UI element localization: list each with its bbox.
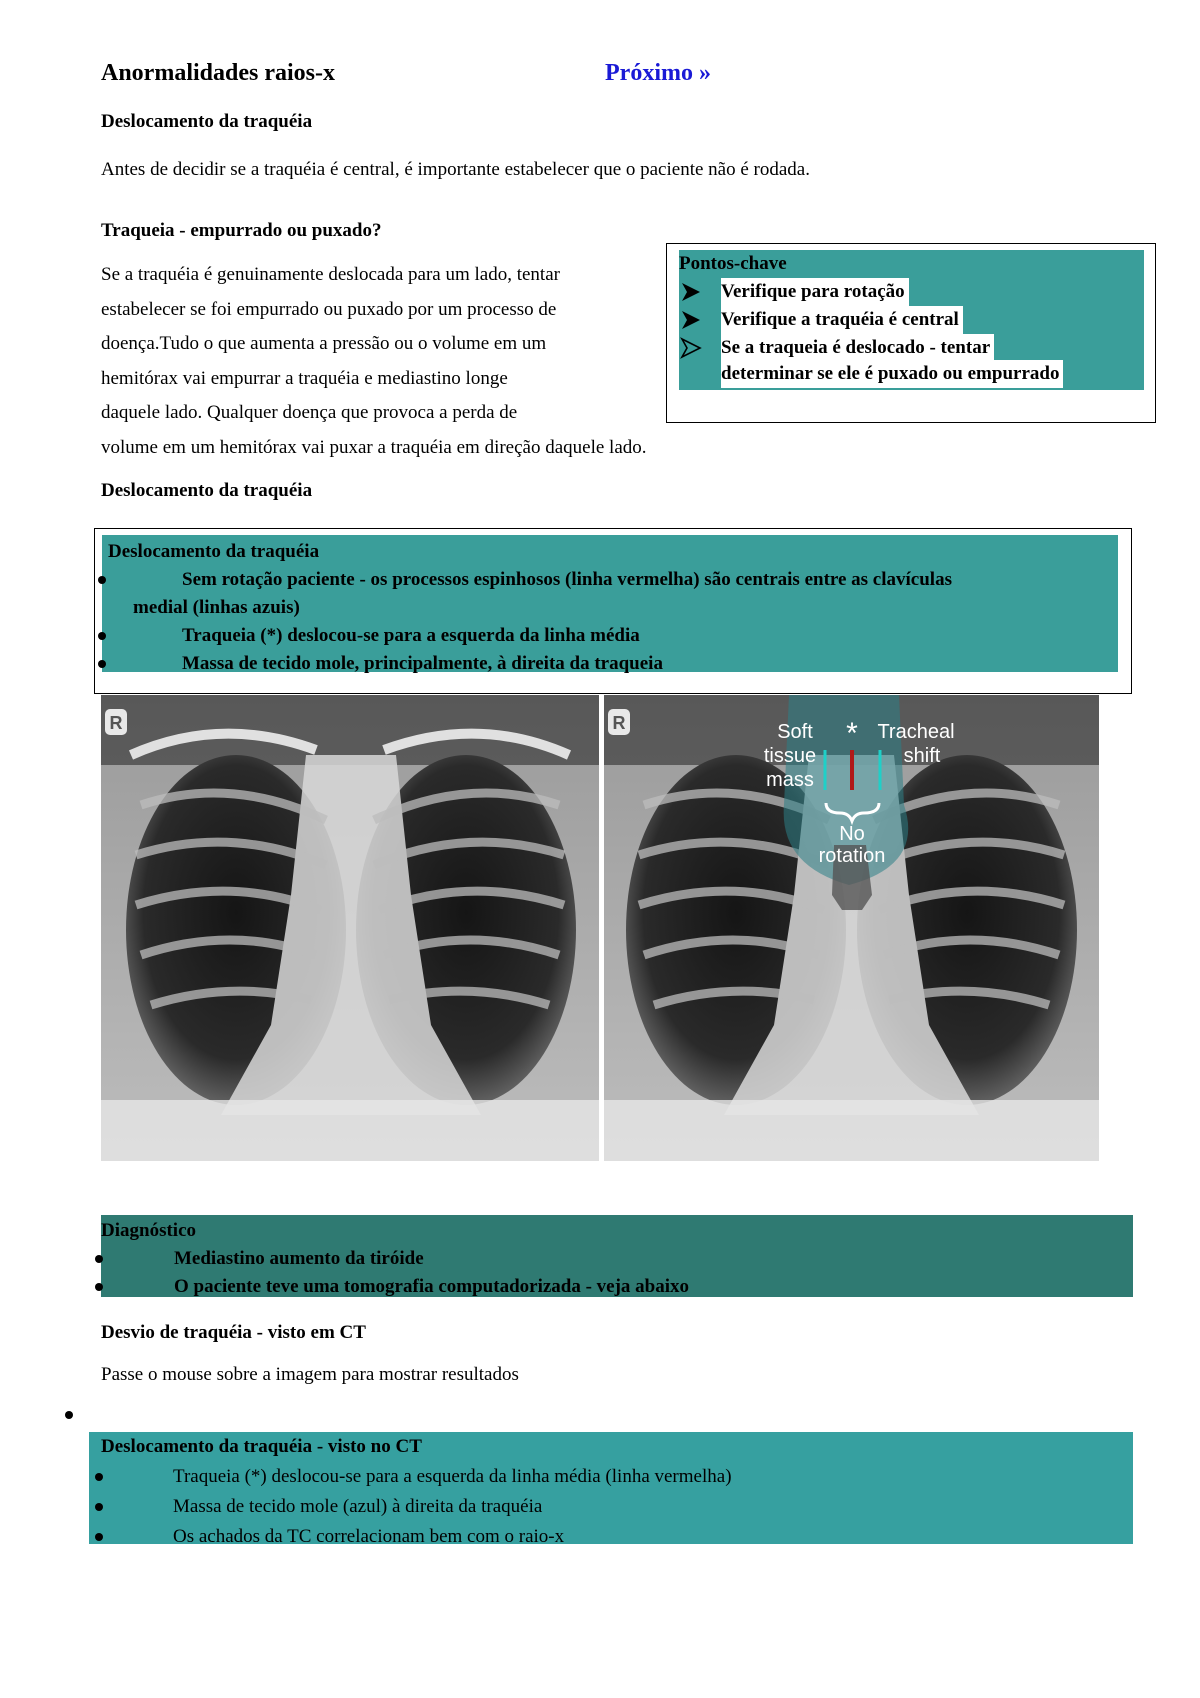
chest-xray-image [101,695,599,1161]
paragraph-line: doença.Tudo o que aumenta a pressão ou o volume em um [101,333,547,354]
xray-marker-label: R [109,713,123,733]
bullet-icon [98,660,106,668]
displacement-item: Massa de tecido mole, principalmente, à direita da traqueia [182,653,663,674]
bullet-icon [95,1255,103,1263]
next-link[interactable]: Próximo » [605,60,711,86]
diagnosis-list [101,1217,689,1301]
key-points-title: Pontos-chave [679,250,791,278]
key-point-item: Verifique para rotação [721,278,909,306]
paragraph-line: hemitórax vai empurrar a traquéia e mediastino longe [101,367,508,389]
asterisk-label: * [846,717,858,750]
section-heading-tracheal-displacement-2: Deslocamento da traquéia [101,480,313,501]
arrow-bullet-icon [679,280,703,304]
ct-title: Deslocamento da traquéia - visto no CT [101,1436,422,1457]
shift-label: shift [903,745,941,767]
ct-item: Os achados da TC correlacionam bem com o raio-x [173,1526,565,1547]
chest-xray-annotated-image [604,695,1099,1161]
displacement-item: Traqueia (*) deslocou-se para a esquerda da linha média [182,625,640,646]
arrow-bullet-outline-icon [679,336,703,360]
ct-item: Traqueia (*) deslocou-se para a esquerda da linha média (linha vermelha) [173,1466,732,1487]
ct-heading: Desvio de traquéia - visto em CT [101,1322,366,1343]
no-label: No [839,823,865,845]
bullet-icon [98,576,106,584]
xray-marker-label: R [612,713,626,733]
paragraph-line: estabelecer se foi empurrado ou puxado por um processo de [101,298,557,320]
key-point-item: Se a traqueia é deslocado - tentar [721,334,994,362]
paragraph-line: daquele lado. Qualquer doença que provoca a perda de [101,402,518,423]
page-title: Anormalidades raios-x [101,60,335,86]
key-point-item-continued: determinar se ele é puxado ou empurrado [721,360,1063,388]
displacement-title: Deslocamento da traquéia [108,541,320,562]
bullet-icon [95,1503,103,1511]
empty-bullet-icon [65,1411,73,1419]
bullet-icon [95,1533,103,1541]
paragraph-line: Se a traquéia é genuinamente deslocada para um lado, tentar [101,264,560,285]
rotation-label: rotation [818,845,886,867]
bullet-icon [95,1283,103,1291]
key-point-item: Verifique a traquéia é central [721,306,963,334]
section-heading-pushed-pulled: Traqueia - empurrado ou puxado? [101,220,382,241]
displacement-list [108,538,952,678]
paragraph-line: volume em um hemitórax vai puxar a traquéia em direção daquele lado. [101,436,647,458]
section-heading-tracheal-displacement: Deslocamento da traquéia [101,111,313,132]
soft-tissue-label-1: Soft [777,721,813,743]
intro-paragraph: Antes de decidir se a traquéia é central, é importante estabelecer que o paciente não é rodada. [101,159,810,180]
displacement-item: Sem rotação paciente - os processos espinhosos (linha vermelha) são centrais entre as clavículas [182,569,952,590]
key-points-list [679,250,1063,388]
ct-hover-hint: Passe o mouse sobre a imagem para mostrar resultados [101,1364,519,1385]
displacement-item-continued: medial (linhas azuis) [133,597,300,618]
tracheal-label: Tracheal [877,721,955,743]
diagnosis-item: O paciente teve uma tomografia computadorizada - veja abaixo [174,1276,690,1297]
bullet-icon [98,632,106,640]
ct-item: Massa de tecido mole (azul) à direita da traquéia [173,1496,543,1517]
soft-tissue-label-3: mass [766,769,814,791]
ct-list [101,1432,732,1552]
diagnosis-item: Mediastino aumento da tiróide [174,1248,424,1269]
soft-tissue-label-2: tissue [763,745,817,767]
arrow-bullet-icon [679,308,703,332]
diagnosis-title: Diagnóstico [101,1220,196,1241]
bullet-icon [95,1473,103,1481]
